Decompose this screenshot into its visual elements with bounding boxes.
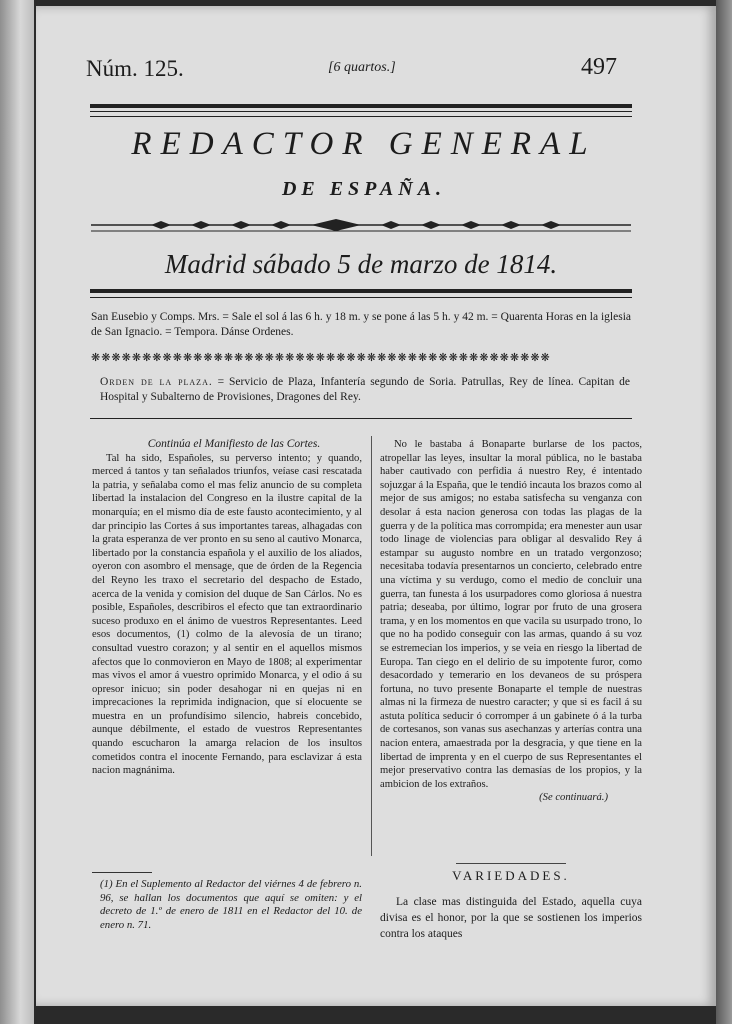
- left-column-heading: Continúa el Manifiesto de las Cortes.: [147, 438, 321, 450]
- issue-number: Núm. 125.: [86, 56, 184, 81]
- top-rule-thin-2: [90, 116, 632, 117]
- orden-de-la-plaza: [100, 375, 630, 405]
- orden-label: Orden de la plaza.: [100, 376, 213, 388]
- right-column-paragraph: No le bastaba á Bonaparte burlarse de los pactos, atropellar las leyes, insultar la moral pública, no le bastaba haber cautivado con perfidia á nuestro Rey, é intentado sojuzgar á la España, que le tendió incauta los brazos como al mejor de sus amigos; no estaba satisfecha su venganza con desolar á esta nacion generosa con todas las plagas de la guerra y de la política mas corrompida; era menester aun usar todo linage de violencias para obligar al desvalido Rey á estampar su augusto nombre en un tratado vergonzoso; necesitaba todavía presentarnos un concierto, celebrado entre una víctima y su verdugo, como el medio de concluir una guerra, tan funesta á los usurpadores como gloriosa á nuestra patria; deseaba, por último, lograr por fruto de una grosera trama, y en los momentos en que vacila su usurpado trono, lo que no ha podido conseguir con las armas, quando á su voz se estremecian los imperios, y se veia en riesgo la libertad de Europa. Tan ciego en el delirio de su impotente furor, como desacordado y temerario en los devaneos de su próspera fortuna, no tuvo presente Bonaparte el temple de nuestras almas ni la firmeza de nuestro caracter; y que si es facil á su astuta política seducir ó corromper á un gabinete ó á la turba de cortesanos, son vanas sus asechanzas y arterías contra una nacion entera, amaestrada por la desgracia, y que tiene en la libertad de imprenta y en el cuerpo de sus Representantes el mejor preservativo contra las demasías de los propios, y la ambicion de los extraños.: [380, 439, 642, 790]
- column-divider: [371, 436, 372, 856]
- variedades-text: [380, 894, 642, 942]
- stars-divider: ❋❋❋❋❋❋❋❋❋❋❋❋❋❋❋❋❋❋❋❋❋❋❋❋❋❋❋❋❋❋❋❋❋❋❋❋❋❋❋❋❋❋❋❋❋: [91, 351, 551, 364]
- continuara-note: (Se continuará.): [539, 792, 608, 804]
- left-page-edge: [0, 0, 34, 1024]
- date-rule-thick: [90, 289, 632, 293]
- right-page-edge: [716, 0, 732, 1024]
- masthead-subtitle: DE ESPAÑA.: [281, 178, 447, 200]
- variedades-paragraph: La clase mas distinguida del Estado, aquella cuya divisa es el honor, por la que se sostienen los imperios contra los ataques: [380, 896, 642, 940]
- saints-of-day: San Eusebio y Comps. Mrs. = Sale el sol á las 6 h. y 18 m. y se pone á las 5 h. y 42 m. = Quarenta Horas en la iglesia de San Ignacio. = Tempora. Dánse Ordenes.: [91, 311, 631, 338]
- orden-text: = Servicio de Plaza, Infantería segundo de Soria. Patrullas, Rey de línea. Capitan de Hospital y Subalterno de Provisiones, Dragones del Rey.: [100, 376, 630, 403]
- top-rule-thick: [90, 104, 632, 108]
- right-column: [380, 438, 642, 805]
- date-rule-thin: [90, 297, 632, 298]
- section-rule: [90, 418, 632, 419]
- page-number: 497: [581, 54, 617, 80]
- dateline: Madrid sábado 5 de marzo de 1814.: [164, 249, 558, 279]
- newspaper-page: [36, 6, 716, 1006]
- price-label: [6 quartos.]: [328, 60, 396, 75]
- footnote-rule: [92, 872, 152, 873]
- ornament-divider: [91, 217, 631, 233]
- footnote: (1) En el Suplemento al Redactor del viérnes 4 de febrero n. 96, se hallan los documentos que aquí se omiten: y el decreto de 1.º de enero de 1811 en el Redactor del 10. de enero n. 71.: [100, 878, 362, 931]
- masthead-title: REDACTOR GENERAL: [131, 126, 597, 162]
- variedades-rule: [456, 863, 566, 864]
- variedades-heading: VARIEDADES.: [452, 868, 570, 883]
- left-column: [92, 438, 362, 778]
- top-rule-thin: [90, 111, 632, 112]
- left-column-paragraph: Tal ha sido, Españoles, su perverso intento; y quando, merced á tantos y tan señalados triunfos, veíase casi rescatada la patria, y señalaba como el mas feliz anuncio de su completa libertad la instalacion del Congreso en la ilustre capital de la monarquía; en el mismo día de este fausto acontecimiento, y al dar principio las Cortes á sus importantes tareas, alhagadas con la grata esperanza de ver pronto en su seno al cautivo Monarca, libertado por la constancia española y el auxilio de los aliados, oyeron con asombro el mensage, que de órden de la Regencia del Reyno les traxo el secretario del despacho de Estado, acerca de la venida y comision del duque de San Cárlos. No es posible, Españoles, describiros el efecto que tan extraordinario suceso produxo en el ánimo de vuestros Representantes. Leed esos documentos, (1) colmo de la alevosía de un tirano; consultad vuestro corazon; y al sentir en el aquellos mismos afectos que lo conmovieron en Mayo de 1808; al experimentar mas vivos el amor á vuestro oprimido Monarca, y el odio á su opresor inicuo; sin poder desahogar ni en quejas ni en imprecaciones la reprimida indignacion, que sí elocuente se muestra en un profundísimo silencio, habreis concebido, aunque débilmente, el estado de vuestros Representantes quando escucharon la amarga relacion de los insultos cometidos contra el inocente Fernando, para esclavizar á esta nacion magnánima.: [92, 452, 362, 777]
